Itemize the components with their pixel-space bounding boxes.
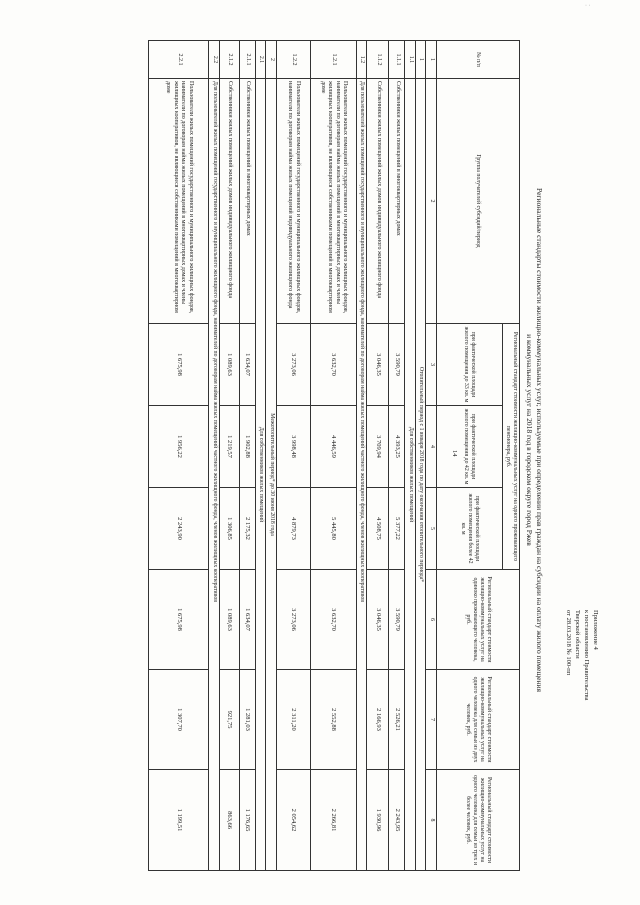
row-group: Собственники жилых помещений в многоквартирных домах bbox=[389, 79, 405, 324]
page-number: 14 bbox=[451, 450, 458, 457]
appendix-line: к постановлению Правительства bbox=[583, 610, 590, 701]
header-row bbox=[503, 41, 520, 871]
standards-table bbox=[149, 40, 521, 871]
row-group: Собственники жилых помещений жилых домов индивидуального жилищного фонда bbox=[367, 79, 389, 324]
colnum: 5 bbox=[426, 488, 437, 570]
column-number-row bbox=[426, 41, 437, 871]
cell-value: 1 956,22 bbox=[149, 406, 209, 488]
section-label: Для пользователей жилых помещений государственного и муниципального жилищного фонда, нанимателей по договорам найма жилых помещений частного жилищного фонда, членов жилищных кооперативов bbox=[357, 79, 368, 871]
cell-value: 863,66 bbox=[220, 770, 240, 871]
row-num: 1.2.1 bbox=[311, 41, 357, 79]
section-row bbox=[209, 41, 220, 871]
cell-value: 1 219,57 bbox=[220, 406, 240, 488]
table-row bbox=[240, 41, 256, 871]
appendix-line: от 28.03.2018 № 100-пп bbox=[565, 610, 572, 676]
cell-value: 1 281,03 bbox=[240, 670, 256, 770]
section-row bbox=[256, 41, 267, 871]
cell-value: 5 377,22 bbox=[389, 488, 405, 570]
cell-value: 3 046,35 bbox=[367, 570, 389, 670]
colnum: 6 bbox=[426, 570, 437, 670]
cell-value: 4 446,59 bbox=[311, 406, 357, 488]
cell-value: 1 634,07 bbox=[240, 324, 256, 406]
row-num: 2 bbox=[266, 41, 277, 79]
cell-value: 2 311,20 bbox=[277, 670, 311, 770]
title-line: Региональные стандарты стоимости жилищно-коммунальных услуг, используемые при определении прав граждан на субсидии на оплату жилого помещения bbox=[535, 188, 544, 692]
cell-value: 1 675,98 bbox=[149, 570, 209, 670]
cell-value: 3 998,48 bbox=[277, 406, 311, 488]
section-row bbox=[357, 41, 368, 871]
table-row bbox=[149, 41, 209, 871]
section-label: Для пользователей жилых помещений государственного и муниципального жилищного фонда, нанимателей по договорам найма жилых помещений частного жилищного фонда, членов жилищных кооперативов bbox=[209, 79, 220, 871]
cell-value: 2 175,32 bbox=[240, 488, 256, 570]
cell-value: 2 266,81 bbox=[311, 770, 357, 871]
table-row bbox=[277, 41, 311, 871]
cell-value: 4 879,73 bbox=[277, 488, 311, 570]
appendix-line: Тверской области bbox=[574, 610, 581, 659]
cell-value: 2 526,21 bbox=[389, 670, 405, 770]
row-num: 1.2 bbox=[357, 41, 368, 79]
period-row bbox=[416, 41, 427, 871]
header-area-33: при фактической площади жилого помещения до 33 кв. м bbox=[437, 324, 503, 406]
header-single: Региональный стандарт стоимости жилищно-коммунальных услуг на одиноко проживающего человека, руб. bbox=[437, 570, 520, 670]
cell-value: 2 166,93 bbox=[367, 670, 389, 770]
cell-value: 2 552,88 bbox=[311, 670, 357, 770]
table-row bbox=[220, 41, 240, 871]
cell-value: 2 243,90 bbox=[149, 488, 209, 570]
period-label: Межотопительный период* до 30 июня 2018 года bbox=[266, 79, 277, 871]
row-group: Собственники жилых помещений жилых домов индивидуального жилищного фонда bbox=[220, 79, 240, 324]
row-num: 1.2.2 bbox=[277, 41, 311, 79]
table-row bbox=[389, 41, 405, 871]
colnum: 4 bbox=[426, 406, 437, 488]
period-label: Отопительный период с 1 января 2018 года по дату окончания отопительного периода* bbox=[416, 79, 427, 871]
cell-value: 5 445,80 bbox=[311, 488, 357, 570]
cell-value: 3 709,94 bbox=[367, 406, 389, 488]
header-area-over-42: при фактической площади жилого помещения более 42 кв. м bbox=[437, 488, 503, 570]
cell-value: 3 632,70 bbox=[311, 324, 357, 406]
header-family-two: Региональный стандарт стоимости жилищно-коммунальных услуг на одного человека для семьи из двух человек, руб. bbox=[437, 670, 520, 770]
row-num: 1.1 bbox=[405, 41, 416, 79]
colnum: 1 bbox=[426, 41, 437, 79]
colnum: 7 bbox=[426, 670, 437, 770]
colnum: 2 bbox=[426, 79, 437, 324]
header-pensioner-standard: Региональный стандарт стоимости жилищно-коммунальных услуг на одного проживающего пенсионера, руб. bbox=[503, 324, 520, 570]
cell-value: 1 675,98 bbox=[149, 324, 209, 406]
row-group: Пользователи жилых помещений государственного и муниципального жилищных фондов, наниматели по договорам найма жилых помещений в многоквартирных домах и члены жилищных кооперативов, не являющиеся собственниками помещений в многоквартирном доме bbox=[311, 79, 357, 324]
row-group: Пользователи жилых помещений государственного и муниципального жилищных фондов, наниматели по договорам найма жилых помещений индивидуального жилищного фонда bbox=[277, 79, 311, 324]
header-area-42: при фактической площади жилого помещения до 42 кв. м bbox=[437, 406, 503, 488]
header-group: Группа получателей субсидий/период bbox=[437, 79, 520, 324]
row-num: 1.1.1 bbox=[389, 41, 405, 79]
section-label: Для собственников жилых помещений bbox=[256, 79, 267, 871]
colnum: 3 bbox=[426, 324, 437, 406]
row-num: 2.1 bbox=[256, 41, 267, 79]
period-row bbox=[266, 41, 277, 871]
cell-value: 1 930,96 bbox=[367, 770, 389, 871]
cell-value: 3 273,06 bbox=[277, 570, 311, 670]
row-num: 2.2.1 bbox=[149, 41, 209, 79]
row-num: 2.2 bbox=[209, 41, 220, 79]
cell-value: 1 089,63 bbox=[220, 324, 240, 406]
cell-value: 4 393,25 bbox=[389, 406, 405, 488]
header-family-three: Региональный стандарт стоимости жилищно-коммунальных услуг на одного человека для семьи из трех и более человек, руб. bbox=[437, 770, 520, 871]
document-title bbox=[525, 30, 544, 850]
title-line: и коммунальных услуг на 2018 год в городском округе город Ржев bbox=[525, 334, 535, 546]
cell-value: 1 176,65 bbox=[240, 770, 256, 871]
cell-value: 3 046,35 bbox=[367, 324, 389, 406]
cell-value: 4 508,75 bbox=[367, 488, 389, 570]
section-label: Для собственников жилых помещений bbox=[405, 79, 416, 871]
row-group: Пользователи жилых помещений государственного и муниципального жилищных фондов, наниматели по договорам найма жилых помещений в многоквартирных домах и члены жилищных кооперативов, не являющиеся собственниками помещений в многоквартирном доме bbox=[149, 79, 209, 324]
cell-value: 1 306,85 bbox=[220, 488, 240, 570]
row-num: 1.1.2 bbox=[367, 41, 389, 79]
table-row bbox=[311, 41, 357, 871]
row-num: 2.1.1 bbox=[240, 41, 256, 79]
table-row bbox=[367, 41, 389, 871]
cell-value: 1 089,63 bbox=[220, 570, 240, 670]
cell-value: 2 054,62 bbox=[277, 770, 311, 871]
section-row bbox=[405, 41, 416, 871]
cell-value: 2 243,95 bbox=[389, 770, 405, 871]
cell-value: 3 273,06 bbox=[277, 324, 311, 406]
cell-value: 1 199,51 bbox=[149, 770, 209, 871]
rotated-document bbox=[20, 10, 620, 890]
cell-value: 3 632,70 bbox=[311, 570, 357, 670]
cell-value: 3 590,79 bbox=[389, 570, 405, 670]
row-num: 2.1.2 bbox=[220, 41, 240, 79]
appendix-header bbox=[564, 610, 600, 790]
header-num: № п/п bbox=[437, 41, 520, 79]
cell-value: 3 590,79 bbox=[389, 324, 405, 406]
cell-value: 1 902,88 bbox=[240, 406, 256, 488]
row-group: Собственники жилых помещений в многоквартирных домах bbox=[240, 79, 256, 324]
cell-value: 921,75 bbox=[220, 670, 240, 770]
appendix-line: Приложение 4 bbox=[592, 610, 599, 650]
scan-artifact: · · bbox=[585, 3, 591, 9]
row-num: 1 bbox=[416, 41, 427, 79]
cell-value: 1 634,07 bbox=[240, 570, 256, 670]
cell-value: 1 307,70 bbox=[149, 670, 209, 770]
colnum: 8 bbox=[426, 770, 437, 871]
